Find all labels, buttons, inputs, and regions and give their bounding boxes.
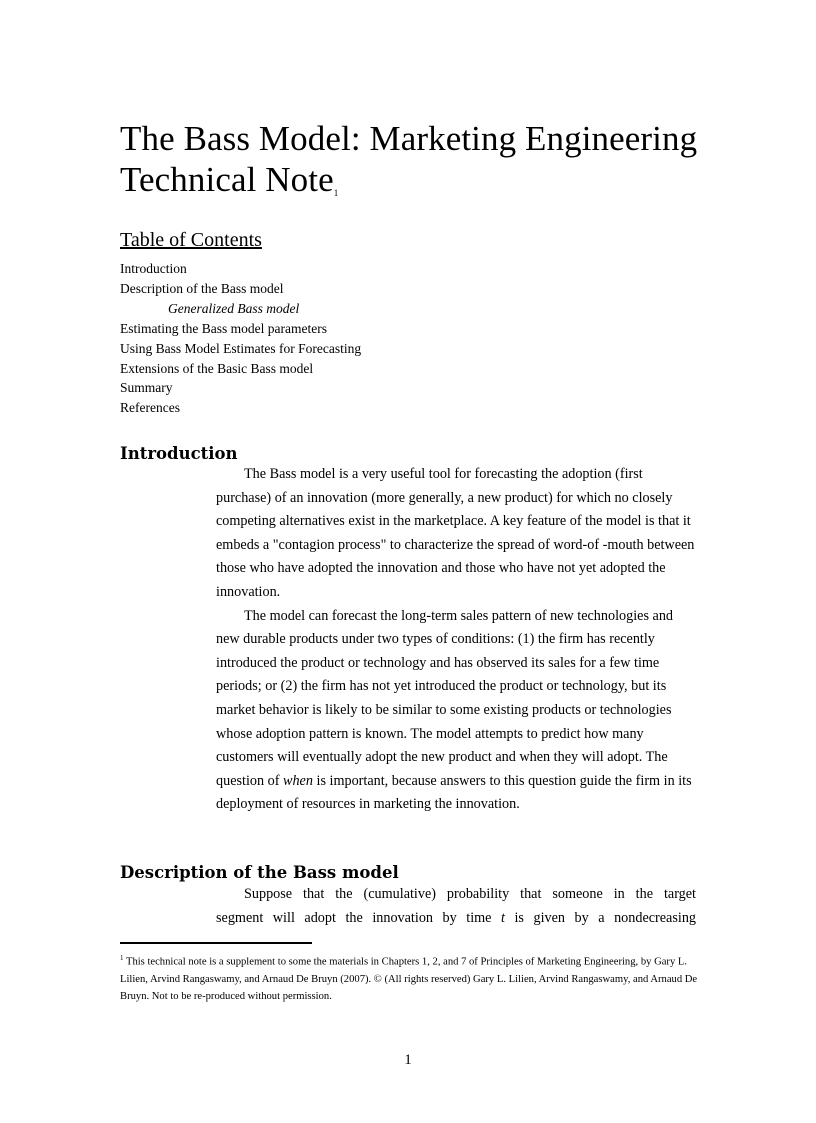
introduction-body xyxy=(216,463,696,817)
footnote-text: This technical note is a supplement to some the materials in Chapters 1, 2, and 7 of Principles of Marketing Engineering, by Gary L. Lilien, Arvind Rangaswamy, and Arnaud De Bruyn (2007). © (All rights reserved) Gary L. Lilien, Arvind Rangaswamy, and Arnaud De Bruyn. Not to be re-produced without permission. xyxy=(120,956,698,1002)
footnote xyxy=(120,950,700,1005)
footnote-marker: 1 xyxy=(120,954,124,962)
page-number: 1 xyxy=(404,1052,412,1068)
description-line-1: Suppose that the (cumulative) probability that someone in the target xyxy=(244,886,696,902)
description-heading: Description of the Bass model xyxy=(120,863,399,882)
toc-item-summary: Summary xyxy=(120,380,173,396)
toc-item-forecasting: Using Bass Model Estimates for Forecasting xyxy=(120,340,362,356)
document-title xyxy=(120,118,740,200)
description-body xyxy=(216,883,696,930)
introduction-paragraph-2 xyxy=(216,605,696,817)
desc-line2-b: is given by a nondecreasing xyxy=(514,909,697,926)
toc-heading: Table of Contents xyxy=(120,229,262,251)
desc-line2-a: segment will adopt the innovation by time xyxy=(216,909,492,926)
title-footnote-marker: 1 xyxy=(333,188,339,198)
toc-item-introduction: Introduction xyxy=(120,261,187,276)
title-text: The Bass Model: Marketing Engineering Technical Note xyxy=(120,119,698,199)
description-line-2 xyxy=(216,907,696,931)
desc-variable-t: t xyxy=(501,909,505,926)
toc-item-estimating: Estimating the Bass model parameters xyxy=(120,320,327,336)
introduction-paragraph-1: The Bass model is a very useful tool for forecasting the adoption (first purchase) of an innovation (more generally, a new product) for which no closely competing alternatives exist in the marketplace. A key feature of the model is that it embeds a "contagion process" to characterize the spread of word-of -mouth between those who have adopted the innovation and those who have not yet adopted the innovation. xyxy=(216,466,695,600)
toc-item-generalized-bass: Generalized Bass model xyxy=(168,300,300,316)
toc-item-description: Description of the Bass model xyxy=(120,280,284,296)
intro-p2-text-b: is important, because answers to this question guide the firm in its deployment of resources in marketing the innovation. xyxy=(216,772,692,813)
toc-item-extensions: Extensions of the Basic Bass model xyxy=(120,360,314,376)
introduction-heading: Introduction xyxy=(120,444,238,463)
toc-item-references: References xyxy=(120,400,180,416)
intro-p2-emphasis: when xyxy=(283,772,313,789)
intro-p2-text-a: The model can forecast the long-term sales pattern of new technologies and new durable products under two types of conditions: (1) the firm has recently introduced the product or technology and has observed its sales for a few time periods; or (2) the firm has not yet introduced the product or technology, but its market behavior is likely to be similar to some existing products or technologies whose adoption pattern is known. The model attempts to predict how many customers will eventually adopt the new product and when they will adopt. The question of xyxy=(216,607,674,789)
table-of-contents xyxy=(120,259,361,418)
footnote-separator xyxy=(120,942,312,944)
